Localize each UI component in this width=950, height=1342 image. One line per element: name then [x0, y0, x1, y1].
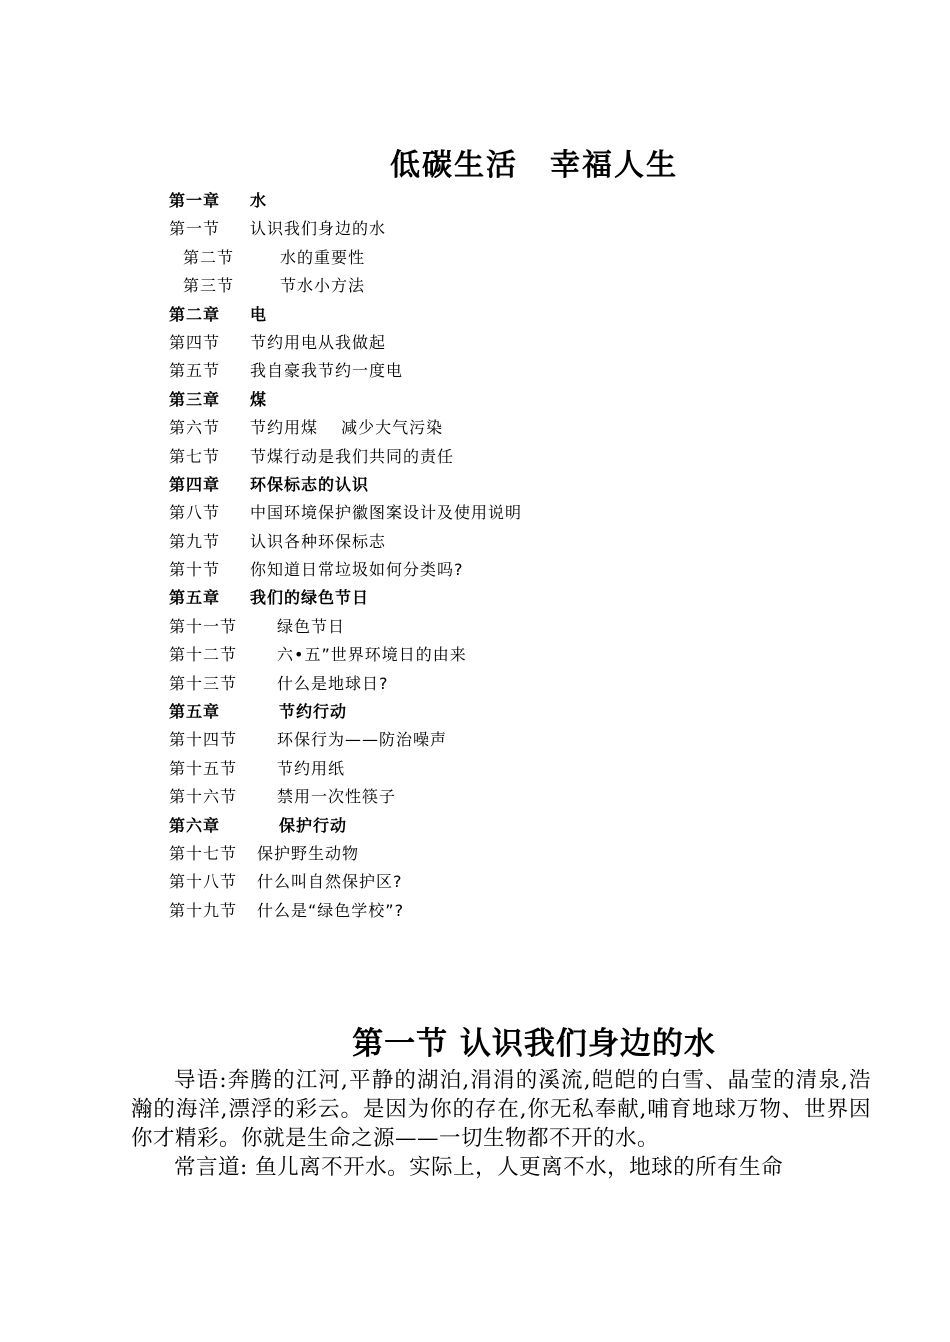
toc-section	[169, 897, 869, 925]
toc-title: 绿色节日	[277, 616, 346, 636]
toc-number: 第十五节	[169, 758, 238, 778]
toc-chapter	[169, 471, 869, 499]
toc-number: 第三章	[169, 389, 221, 409]
toc-title: 环保标志的认识	[250, 474, 370, 494]
toc-title: 环保行为——防治噪声	[277, 730, 448, 750]
toc-number: 第十一节	[169, 616, 238, 636]
toc-number: 第十八节	[169, 872, 238, 892]
toc-chapter	[169, 301, 869, 329]
toc-section	[169, 443, 869, 471]
toc-section	[169, 215, 869, 243]
toc-title: 水	[250, 191, 268, 210]
toc-section	[169, 783, 869, 811]
toc-title: 你知道日常垃圾如何分类吗?	[250, 560, 464, 580]
toc-section	[169, 272, 869, 300]
toc-number: 第九节	[169, 531, 221, 551]
toc-title: 认识各种环保标志	[250, 531, 387, 551]
toc-title: 节水小方法	[280, 276, 366, 296]
toc-number: 第十节	[169, 560, 221, 580]
toc-title: 节约用煤 减少大气污染	[250, 418, 444, 438]
toc-number: 第五节	[169, 361, 221, 381]
toc-section	[169, 499, 869, 527]
toc-section	[169, 244, 869, 272]
toc-title: 节约行动	[279, 702, 348, 722]
toc-number: 第十六节	[169, 787, 238, 807]
toc-section	[169, 357, 869, 385]
toc-number: 第十二节	[169, 645, 238, 665]
toc-number: 第六章	[169, 815, 221, 835]
toc-title: 什么是地球日?	[277, 673, 389, 693]
toc-number: 第一章	[169, 191, 221, 210]
toc-title: 节约用纸	[277, 758, 346, 778]
toc-section	[169, 556, 869, 584]
toc-title: 什么叫自然保护区?	[257, 872, 403, 892]
toc-number: 第二章	[169, 304, 221, 324]
toc-title: 我自豪我节约一度电	[250, 361, 404, 381]
document-title: 低碳生活 幸福人生	[390, 148, 678, 183]
toc-section	[169, 840, 869, 868]
toc-title: 禁用一次性筷子	[277, 787, 397, 807]
toc-number: 第五章	[169, 702, 221, 722]
toc-section	[169, 868, 869, 896]
toc-section	[169, 726, 869, 754]
toc-number: 第三节	[183, 276, 235, 296]
table-of-contents	[169, 187, 869, 925]
toc-title: 我们的绿色节日	[250, 588, 370, 608]
toc-title: 六•五”世界环境日的由来	[277, 645, 467, 665]
toc-section	[169, 414, 869, 442]
toc-chapter	[169, 698, 869, 726]
toc-number: 第十三节	[169, 673, 238, 693]
toc-section	[169, 528, 869, 556]
toc-number: 第七节	[169, 446, 221, 466]
paragraph-saying: 常言道: 鱼儿离不开水。实际上，人更离不水，地球的所有生命	[174, 1155, 784, 1180]
toc-number: 第二节	[183, 247, 235, 267]
toc-section	[169, 329, 869, 357]
toc-section	[169, 755, 869, 783]
toc-title: 认识我们身边的水	[250, 219, 387, 239]
toc-number: 第一节	[169, 219, 221, 239]
toc-section	[169, 670, 869, 698]
toc-chapter	[169, 584, 869, 612]
toc-title: 电	[250, 304, 268, 324]
toc-chapter	[169, 187, 869, 215]
toc-title: 保护野生动物	[257, 843, 360, 863]
toc-title: 保护行动	[279, 815, 348, 835]
toc-title: 水的重要性	[280, 247, 366, 267]
toc-number: 第八节	[169, 503, 221, 523]
toc-number: 第十四节	[169, 730, 238, 750]
toc-section	[169, 641, 869, 669]
toc-number: 第六节	[169, 418, 221, 438]
toc-title: 什么是“绿色学校”?	[257, 900, 405, 920]
toc-number: 第十七节	[169, 843, 238, 863]
toc-number: 第五章	[169, 588, 221, 608]
paragraph-intro: 导语:奔腾的江河,平静的湖泊,涓涓的溪流,皑皑的白雪、晶莹的清泉,浩瀚的海洋,漂浮的彩云。是因为你的存在,你无私奉献,哺育地球万物、世界因你才精彩。你就是生命之源——一切生物都不开的水。	[131, 1068, 871, 1151]
toc-number: 第十九节	[169, 900, 238, 920]
toc-title: 节约用电从我做起	[250, 332, 387, 352]
body-text	[131, 1066, 871, 1182]
toc-title: 节煤行动是我们共同的责任	[250, 446, 455, 466]
toc-number: 第四节	[169, 332, 221, 352]
toc-number: 第四章	[169, 474, 221, 494]
toc-chapter	[169, 812, 869, 840]
toc-section	[169, 613, 869, 641]
toc-title: 煤	[250, 389, 268, 409]
toc-chapter	[169, 386, 869, 414]
toc-title: 中国环境保护徽图案设计及使用说明	[250, 503, 523, 523]
section-heading: 第一节 认识我们身边的水	[352, 1026, 716, 1062]
